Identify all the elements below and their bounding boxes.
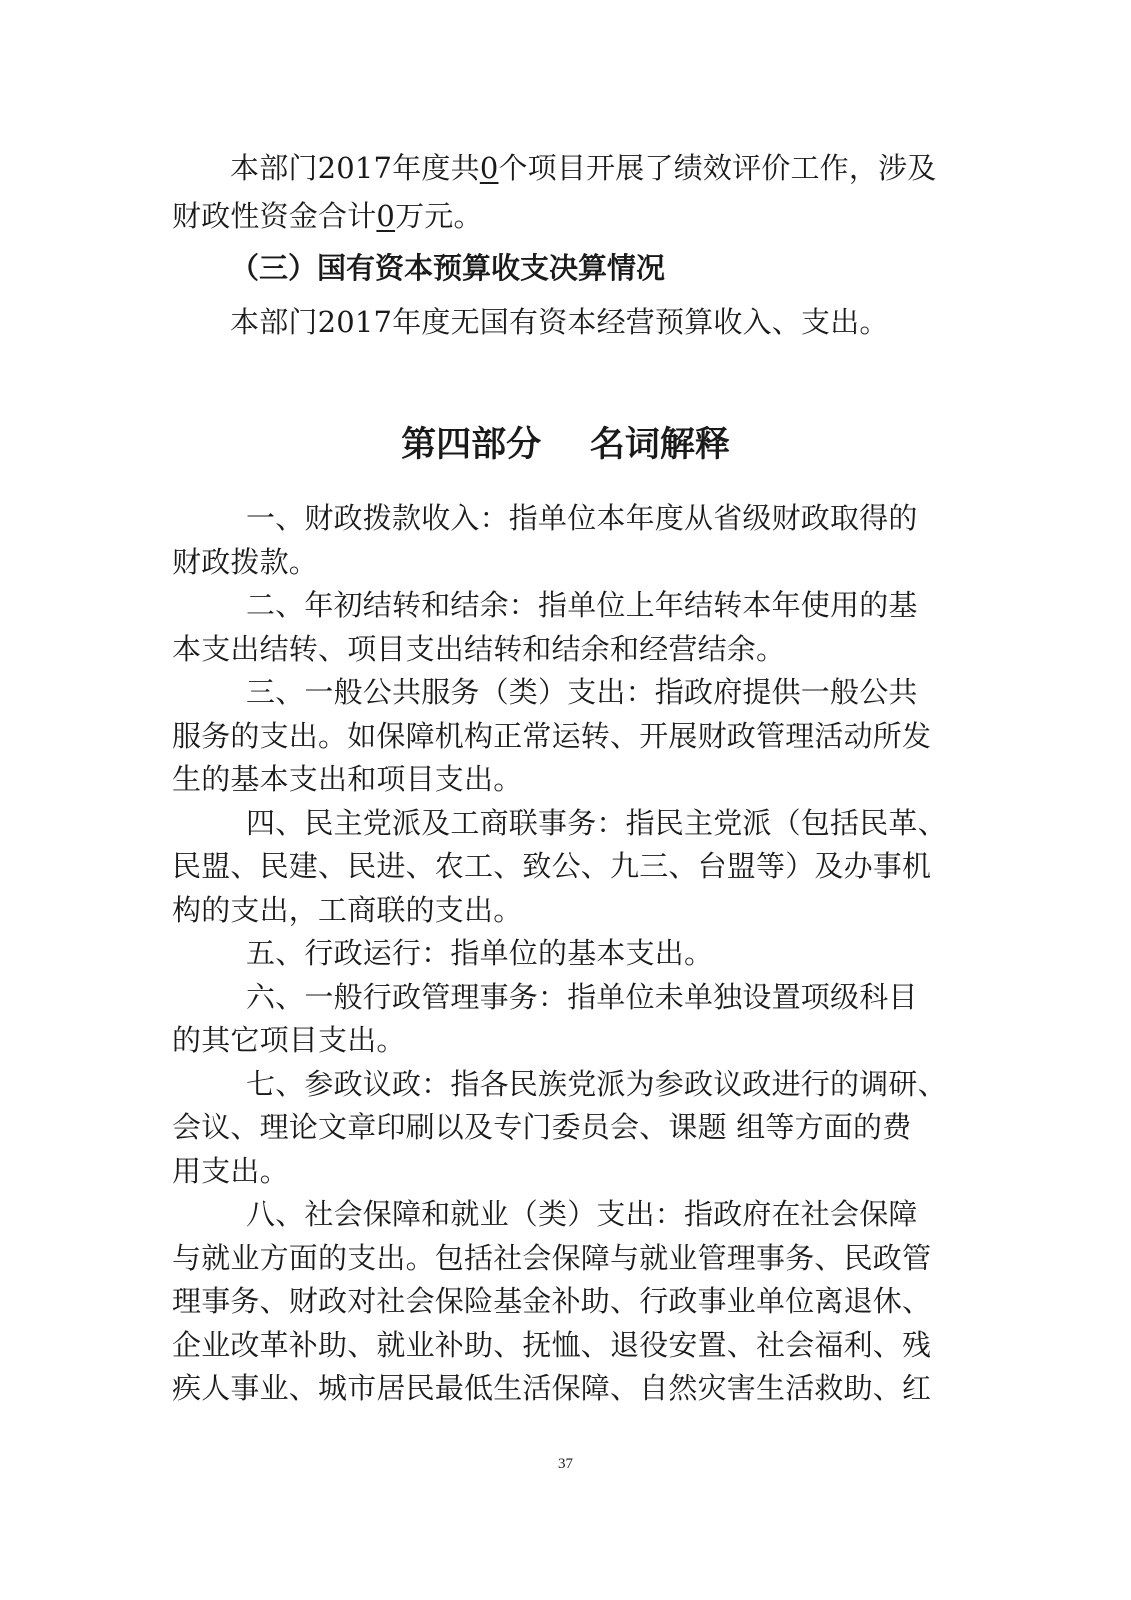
perf-eval-line-2	[172, 196, 483, 236]
perf-eval-text: 财政性资金合计	[172, 199, 377, 233]
glossary-line: 三、一般公共服务（类）支出：指政府提供一般公共	[246, 675, 918, 709]
glossary-line: 生的基本支出和项目支出。	[172, 762, 523, 796]
perf-eval-line-1	[230, 148, 936, 188]
glossary-line: 六、一般行政管理事务：指单位未单独设置项级科目	[246, 980, 918, 1014]
glossary-line: 会议、理论文章印刷以及专门委员会、课题 组等方面的费	[172, 1110, 912, 1144]
glossary-line: 二、年初结转和结余：指单位上年结转本年使用的基	[246, 588, 918, 622]
glossary-line: 与就业方面的支出。包括社会保障与就业管理事务、民政管	[172, 1241, 932, 1275]
glossary-line: 一、财政拨款收入：指单位本年度从省级财政取得的	[246, 501, 918, 535]
glossary-line: 本支出结转、项目支出结转和结余和经营结余。	[172, 632, 786, 666]
glossary-line: 用支出。	[172, 1154, 289, 1188]
perf-eval-text: 本部门2017年度共	[230, 151, 480, 185]
project-count: 0	[479, 151, 499, 185]
glossary-line: 企业改革补助、就业补助、抚恤、退役安置、社会福利、残	[172, 1328, 932, 1362]
glossary-line: 的其它项目支出。	[172, 1023, 406, 1057]
perf-eval-text: 万元。	[395, 199, 483, 233]
glossary-line: 构的支出，工商联的支出。	[172, 893, 523, 927]
glossary-line: 服务的支出。如保障机构正常运转、开展财政管理活动所发	[172, 719, 932, 753]
glossary-line: 四、民主党派及工商联事务：指民主党派（包括民革、	[246, 806, 947, 840]
perf-eval-text: 个项目开展了绩效评价工作，涉及	[498, 151, 937, 185]
glossary-line: 八、社会保障和就业（类）支出：指政府在社会保障	[246, 1197, 918, 1231]
glossary-line: 五、行政运行：指单位的基本支出。	[246, 936, 714, 970]
glossary-line: 财政拨款。	[172, 545, 319, 579]
page-number: 37	[558, 1456, 573, 1472]
glossary-line: 理事务、财政对社会保险基金补助、行政事业单位离退休、	[172, 1284, 932, 1318]
glossary-line: 民盟、民建、民进、农工、致公、九三、台盟等）及办事机	[172, 849, 932, 883]
glossary-line: 七、参政议政：指各民族党派为参政议政进行的调研、	[246, 1067, 947, 1101]
section-title: 第四部分 名词解释	[401, 424, 730, 465]
state-capital-text: 本部门2017年度无国有资本经营预算收入、支出。	[230, 305, 889, 339]
fund-amount: 0	[376, 199, 396, 233]
state-capital-heading: （三）国有资本预算收支决算情况	[230, 251, 666, 285]
glossary-line: 疾人事业、城市居民最低生活保障、自然灾害生活救助、红	[172, 1371, 932, 1405]
